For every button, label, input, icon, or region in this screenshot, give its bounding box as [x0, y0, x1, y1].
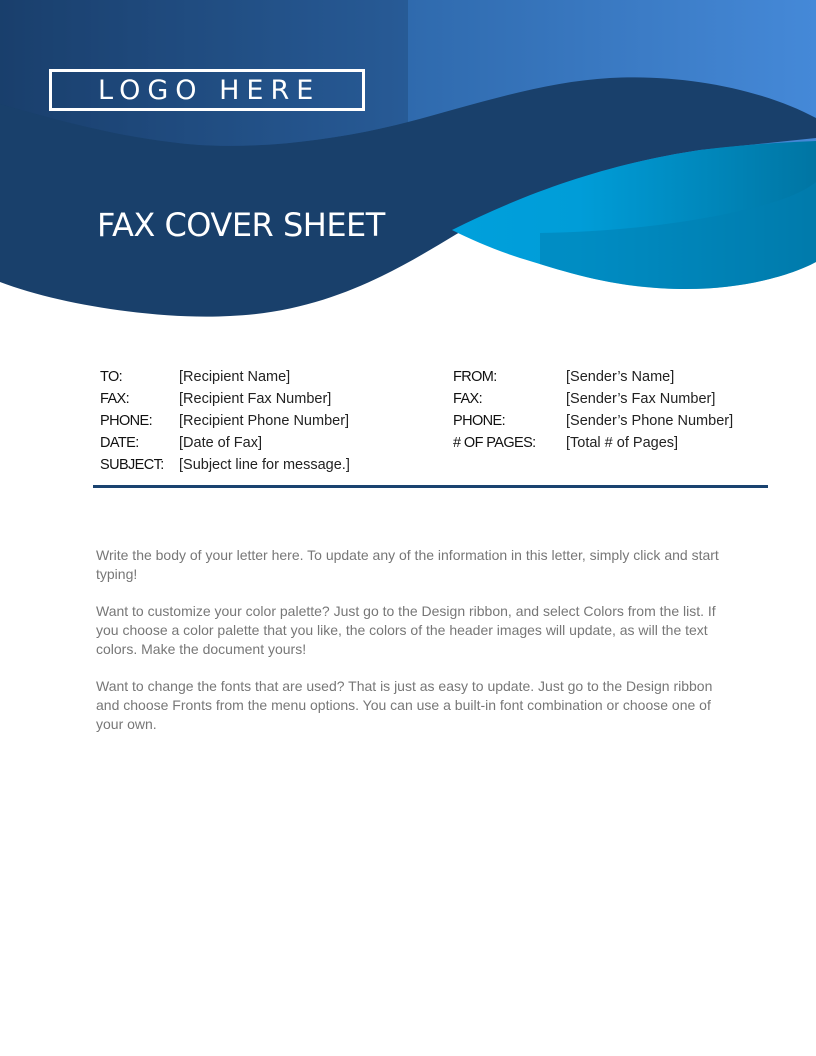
to-label: TO:	[100, 369, 123, 385]
sender-fax-field[interactable]: [Sender’s Fax Number]	[566, 391, 716, 407]
subject-field[interactable]: [Subject line for message.]	[179, 457, 350, 473]
body-paragraph: Want to change the fonts that are used? That is just as easy to update. Just go to the Design ribbon and choose Fronts from the menu options. You can use a built-in font combination or choose one of your own.	[96, 678, 713, 732]
sender-phone-field[interactable]: [Sender’s Phone Number]	[566, 413, 734, 429]
logo-text: LOGO HERE	[98, 74, 321, 106]
date-field[interactable]: [Date of Fax]	[179, 435, 263, 451]
recipient-phone-field[interactable]: [Recipient Phone Number]	[179, 413, 350, 429]
logo-placeholder[interactable]	[49, 69, 365, 111]
recipient-fax-field[interactable]: [Recipient Fax Number]	[179, 391, 332, 407]
pages-field[interactable]: [Total # of Pages]	[566, 435, 679, 451]
from-label: FROM:	[453, 369, 497, 385]
section-divider	[93, 485, 768, 488]
fax-label: FAX:	[100, 391, 130, 407]
sender-fax-label: FAX:	[453, 391, 483, 407]
header-wave-graphic	[0, 0, 816, 330]
phone-label: PHONE:	[100, 413, 152, 429]
letter-body[interactable]	[96, 546, 736, 752]
recipient-name-field[interactable]: [Recipient Name]	[179, 369, 291, 385]
date-label: DATE:	[100, 435, 139, 451]
sender-phone-label: PHONE:	[453, 413, 505, 429]
pages-label: # OF PAGES:	[453, 435, 536, 451]
subject-label: SUBJECT:	[100, 457, 164, 473]
document-title: FAX COVER SHEET	[97, 206, 385, 244]
body-paragraph: Want to customize your color palette? Just go to the Design ribbon, and select Colors from the list. If you choose a color palette that you like, the colors of the header images will update, as will the text colors. Make the document yours!	[96, 603, 716, 657]
body-paragraph: Write the body of your letter here. To update any of the information in this letter, simply click and start typing!	[96, 547, 719, 582]
sender-name-field[interactable]: [Sender’s Name]	[566, 369, 675, 385]
